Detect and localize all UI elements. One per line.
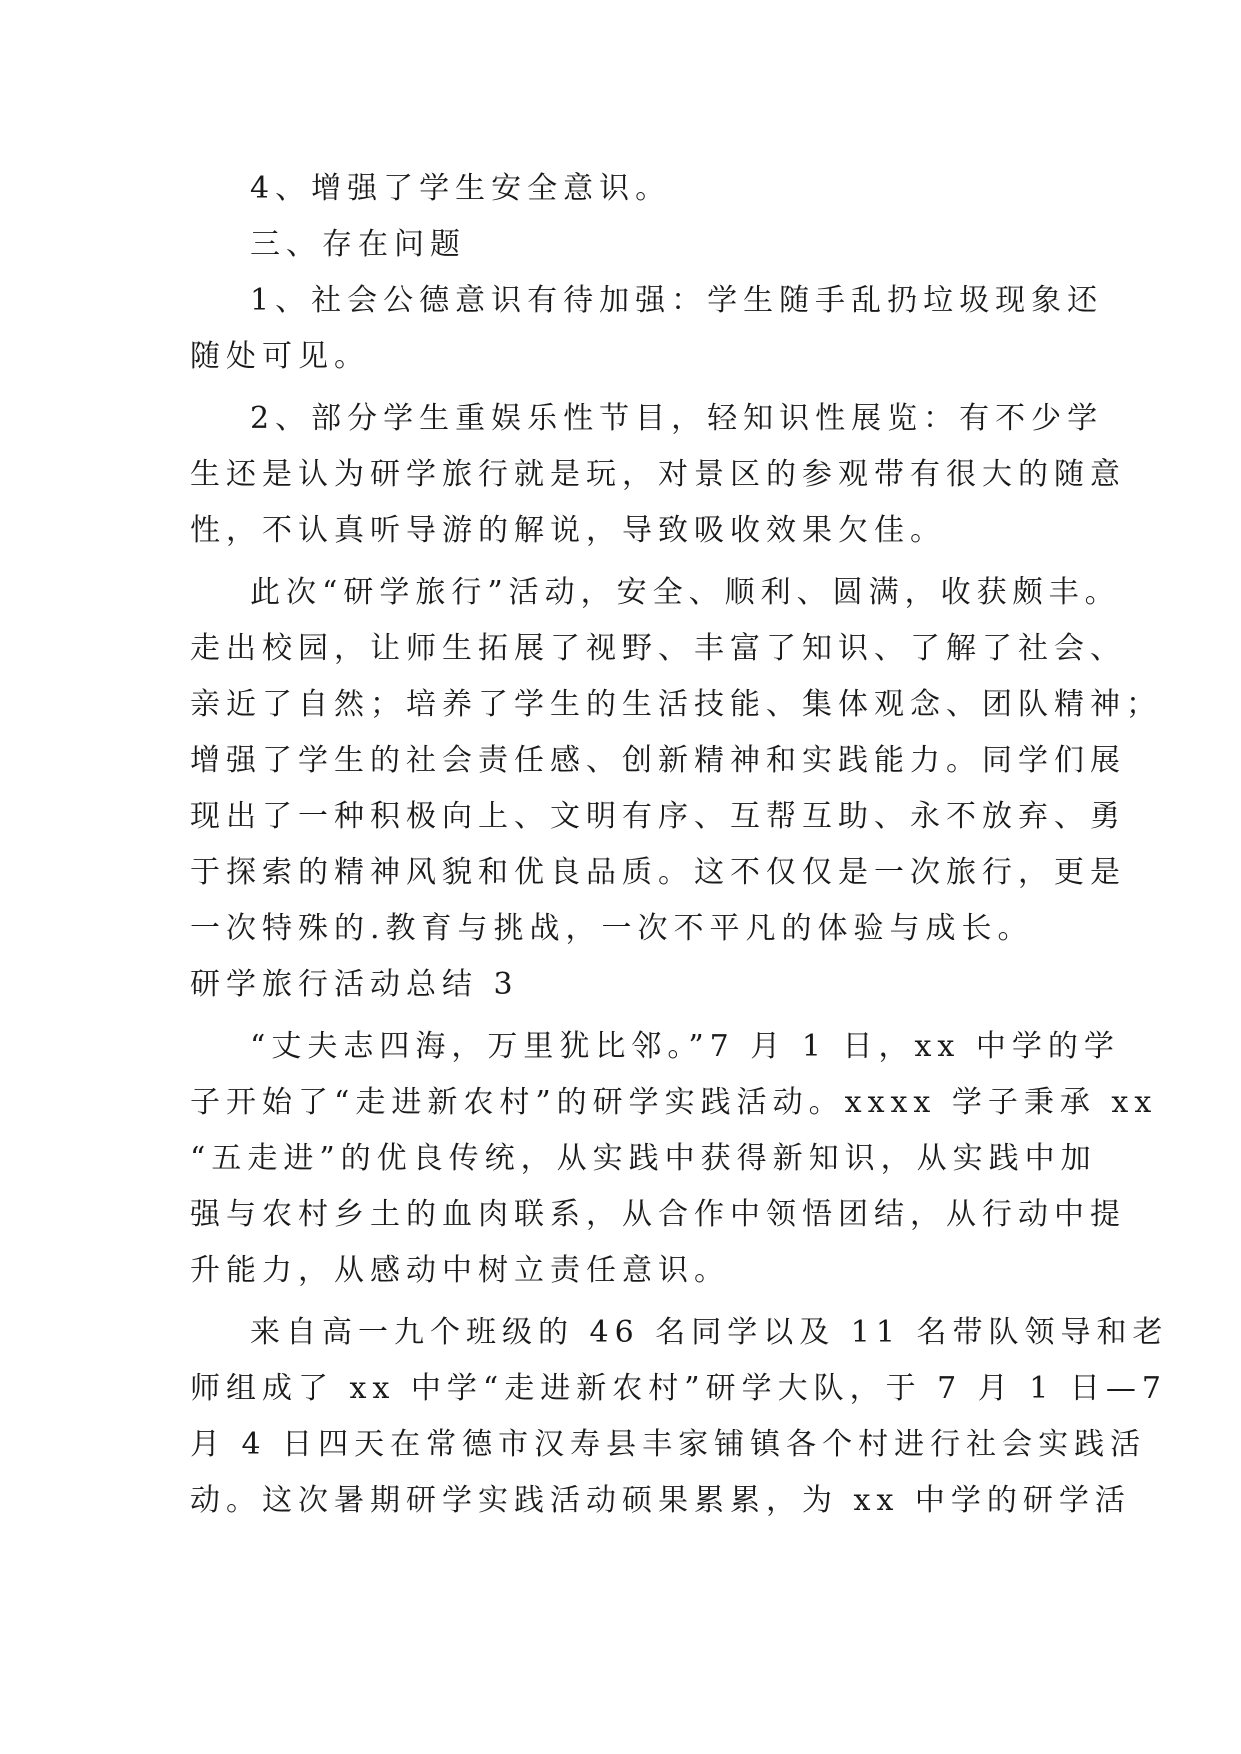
text-line: 师组成了 xx 中学“走进新农村”研学大队，于 7 月 1 日—7 <box>190 1371 1167 1406</box>
text-line: 强与农村乡土的血肉联系，从合作中领悟团结，从行动中提 <box>190 1197 1126 1232</box>
text-line: 一次特殊的.教育与挑战，一次不平凡的体验与成长。 <box>190 911 1034 946</box>
text-line: 4、增强了学生安全意识。 <box>250 171 672 206</box>
text-line: “丈夫志四海，万里犹比邻。”7 月 1 日，xx 中学的学 <box>250 1029 1120 1064</box>
text-line: 1、社会公德意识有待加强：学生随手乱扔垃圾现象还 <box>250 283 1104 318</box>
text-line: 此次“研学旅行”活动，安全、顺利、圆满，收获颇丰。 <box>250 575 1121 610</box>
text-line: 随处可见。 <box>190 339 370 374</box>
text-line: 性，不认真听导游的解说，导致吸收效果欠佳。 <box>190 513 946 548</box>
text-line: 走出校园，让师生拓展了视野、丰富了知识、了解了社会、 <box>190 631 1126 666</box>
text-line: 子开始了“走进新农村”的研学实践活动。xxxx 学子秉承 xx <box>190 1085 1158 1120</box>
text-line: 现出了一种积极向上、文明有序、互帮互助、永不放弃、勇 <box>190 799 1126 834</box>
text-line: 月 4 日四天在常德市汉寿县丰家铺镇各个村进行社会实践活 <box>190 1427 1147 1462</box>
section-heading: 三、存在问题 <box>250 227 466 262</box>
text-line: 2、部分学生重娱乐性节目，轻知识性展览：有不少学 <box>250 401 1104 436</box>
section-title: 研学旅行活动总结 3 <box>190 967 519 1002</box>
text-line: 增强了学生的社会责任感、创新精神和实践能力。同学们展 <box>190 743 1126 778</box>
text-line: 动。这次暑期研学实践活动硕果累累，为 xx 中学的研学活 <box>190 1483 1131 1518</box>
text-line: “五走进”的优良传统，从实践中获得新知识，从实践中加 <box>190 1141 1097 1176</box>
text-line: 来自高一九个班级的 46 名同学以及 11 名带队领导和老 <box>250 1315 1169 1350</box>
text-line: 亲近了自然；培养了学生的生活技能、集体观念、团队精神； <box>190 687 1162 722</box>
text-line: 生还是认为研学旅行就是玩，对景区的参观带有很大的随意 <box>190 457 1126 492</box>
text-line: 升能力，从感动中树立责任意识。 <box>190 1253 730 1288</box>
text-line: 于探索的精神风貌和优良品质。这不仅仅是一次旅行，更是 <box>190 855 1126 890</box>
